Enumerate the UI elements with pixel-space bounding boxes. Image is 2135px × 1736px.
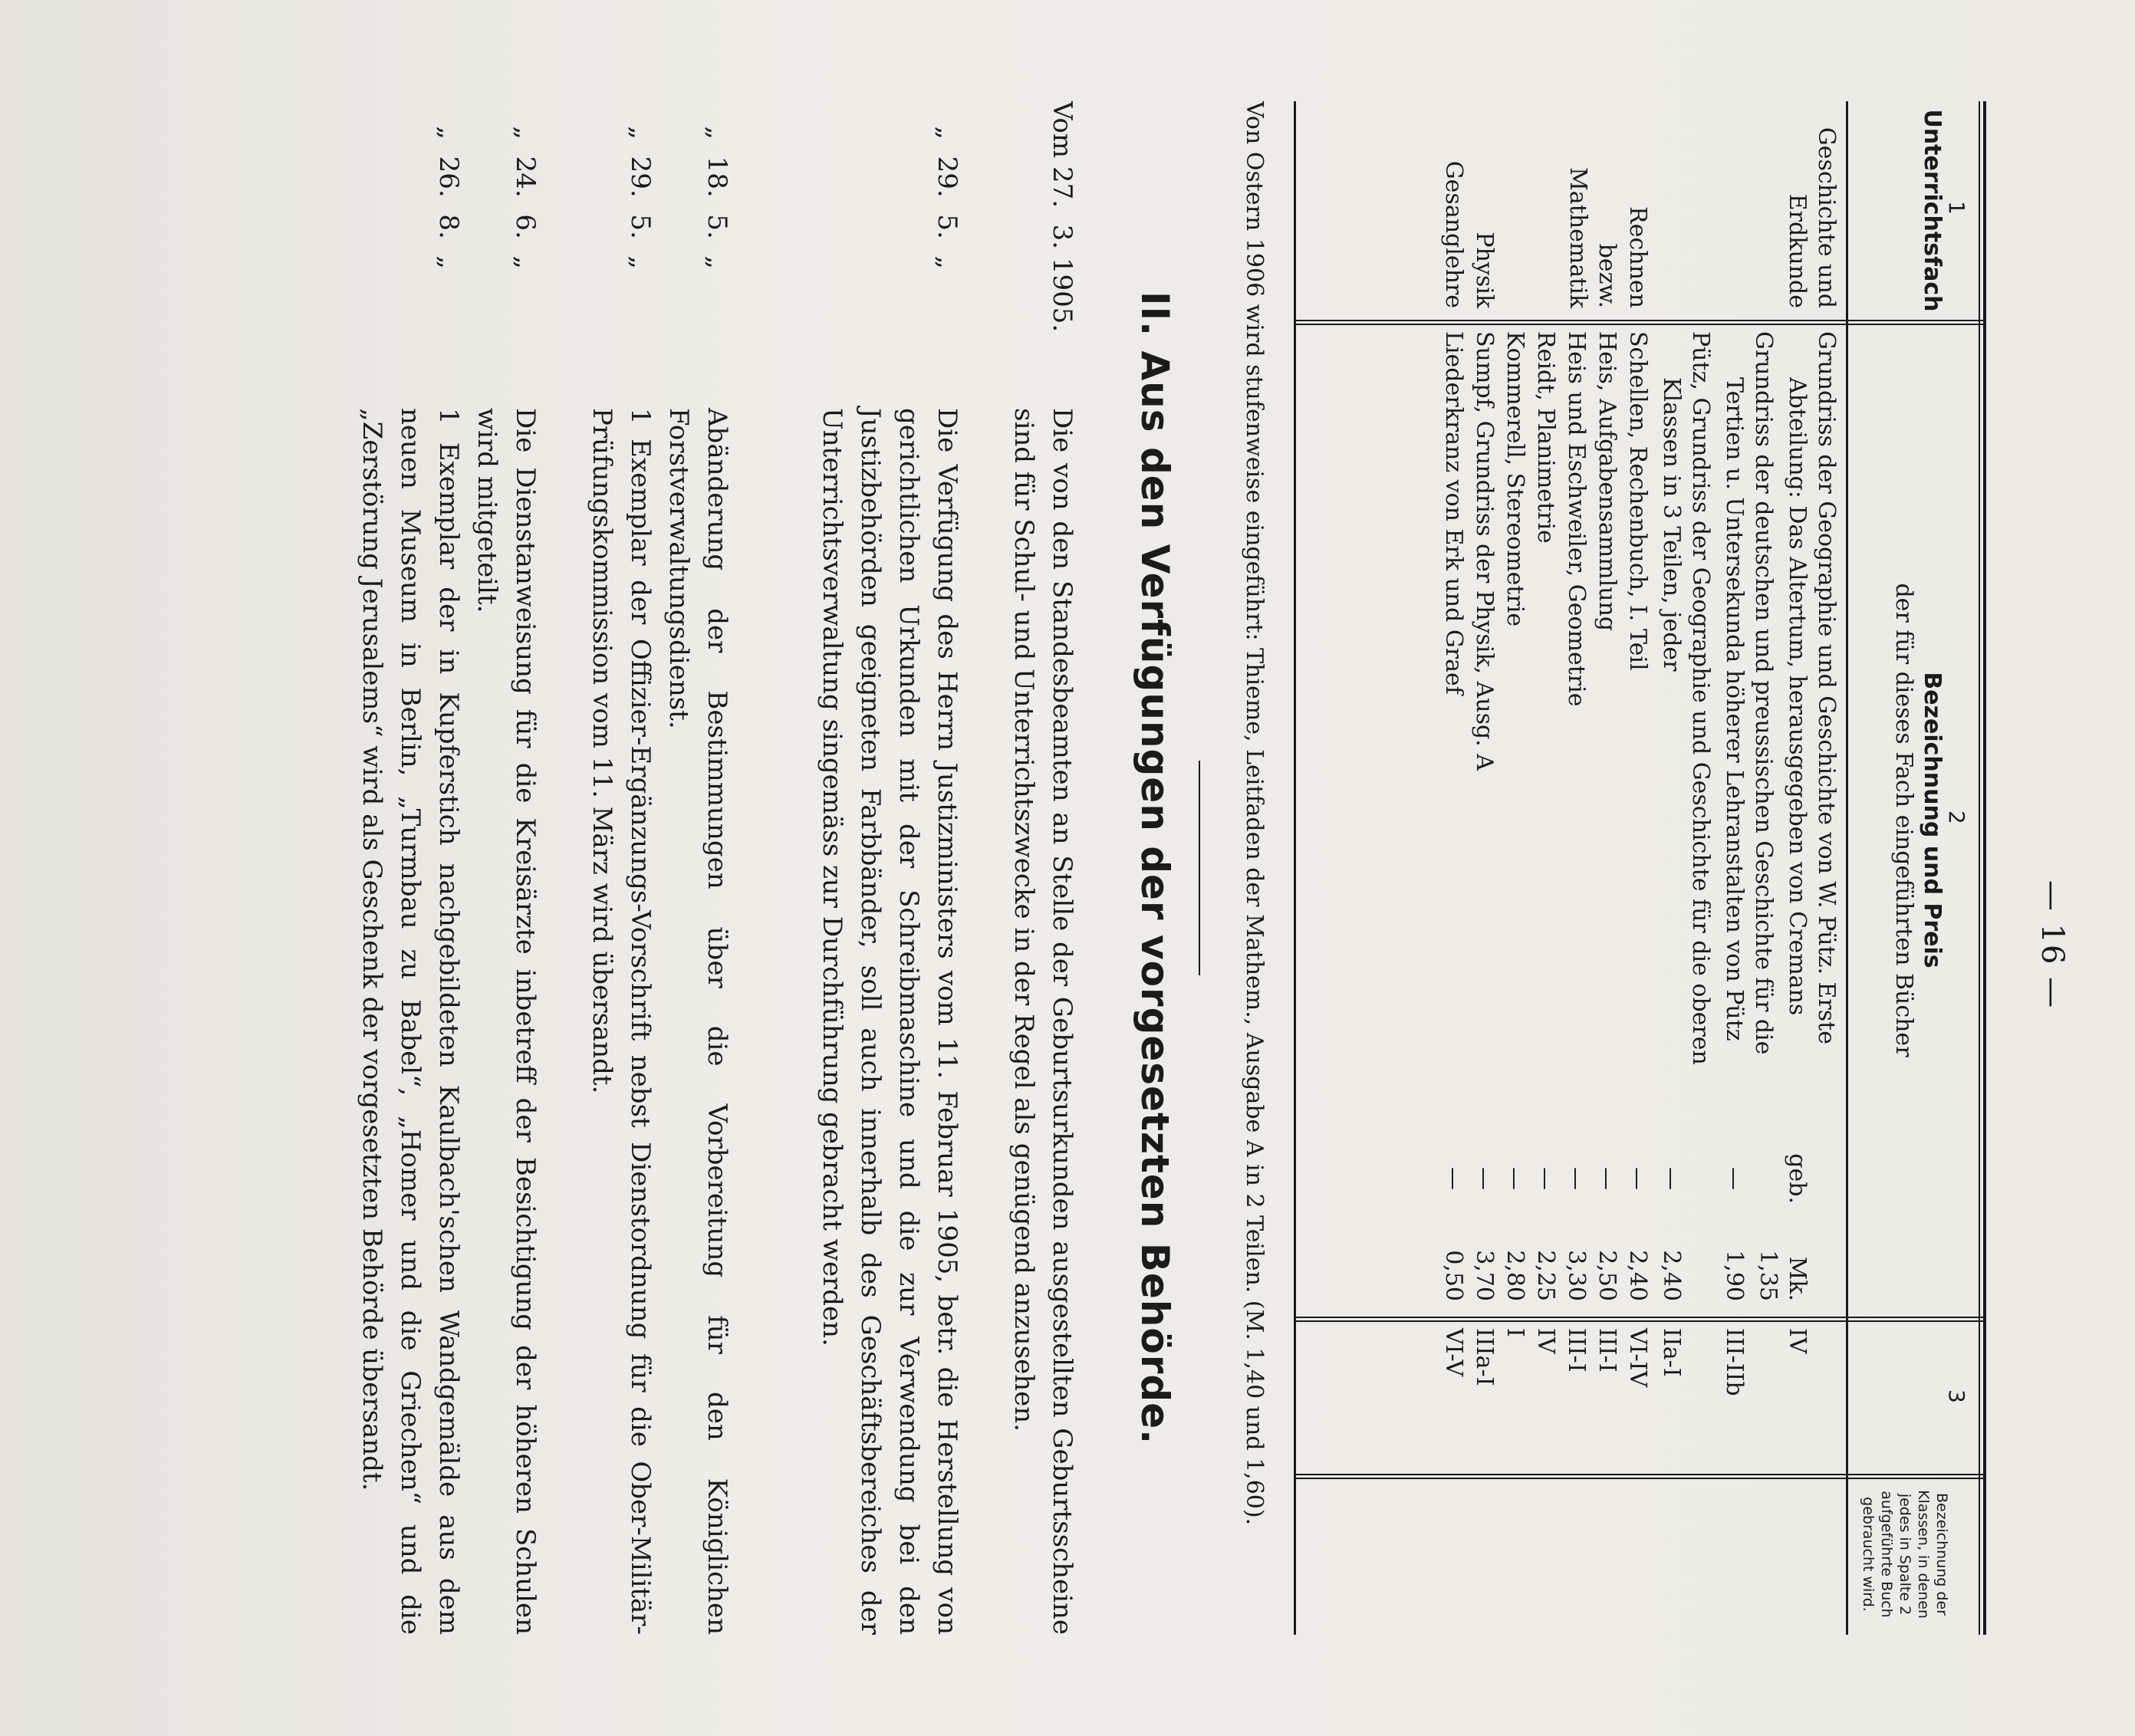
column-header-classes-line: jedes in Spalte 2 — [1896, 1493, 1913, 1616]
column-header-classes-line: Bezeichnung der — [1933, 1493, 1950, 1616]
entry-text: 1 Exemplar der Offizier-Ergänzungs-Vorschrift nebst Dienstordnung für die Ober-Militär-Prüfungskommission vom 11. März wird übersandt. — [587, 408, 656, 1635]
subject-line: Geschichte und — [1813, 127, 1840, 308]
dash: — — [1502, 1167, 1528, 1190]
column-header-classes — [1859, 1478, 1951, 1631]
book-cell: Liederkranz von Erk und Graef — [1440, 331, 1467, 695]
book-title-continued: Abteilung: Das Altertum, herausgegeben von Cremans — [1784, 377, 1811, 1016]
rotated-page-content — [77, 101, 2071, 1635]
col-divider-3 — [1294, 1474, 1986, 1475]
entry-text: Die Dienstanweisung für die Kreisärzte inbetreff der Besichtigung der höheren Schulen wird mitgeteilt. — [472, 408, 541, 1635]
book-cell: Kommerell, Stereometrie — [1502, 331, 1528, 627]
entry-date: „ 29. 5. „ — [625, 101, 656, 270]
subject-cell: Physik — [1471, 232, 1498, 308]
subject-cell: Rechnen — [1624, 206, 1651, 308]
dash: — — [1594, 1167, 1620, 1190]
classes-cell: VI-V — [1440, 1328, 1467, 1377]
book-cell: Reidt, Planimetrie — [1532, 331, 1559, 544]
column-number-2: 2 — [1944, 810, 1969, 824]
section-title: II. Aus den Verfügungen der vorgesetzten Behörde. — [1133, 291, 1177, 1445]
subject-line: Erdkunde — [1784, 193, 1811, 308]
price: 2,40 — [1658, 1250, 1685, 1301]
dash: — — [1532, 1167, 1559, 1190]
column-number-1: 1 — [1944, 201, 1969, 215]
column-header-classes-line: aufgeführte Buch — [1878, 1491, 1895, 1618]
subject-cell: bezw. Mathematik — [1564, 167, 1620, 308]
book-cell: Schellen, Rechenbuch, I. Teil — [1624, 331, 1651, 671]
table-bottom-rule — [1294, 101, 1296, 1635]
column-header-subject: Unterrichtsfach — [1919, 109, 1946, 312]
dash: — — [1721, 1167, 1748, 1190]
dash: — — [1658, 1167, 1685, 1190]
col-divider-1b — [1294, 324, 1986, 325]
classes-cell: IV — [1532, 1328, 1559, 1354]
subject-cell: Gesanglehre — [1440, 160, 1467, 308]
column-header-books-sub: der für dieses Fach eingeführten Bücher — [1890, 583, 1917, 1057]
dash: — — [1624, 1167, 1651, 1190]
dash: — — [1563, 1167, 1590, 1190]
price: 3,30 — [1563, 1250, 1590, 1301]
entry-text: 1 Exemplar der in Kupferstich nachgebildeten Kaulbach'schen Wandgemälde aus dem neuen Museum in Berlin, „Turmbau zu Babel“, „Homer und die Griechen“ und die „Zerstörung Jerusalems“ wird als Geschenk der vorgesetzten Behörde übersandt. — [357, 408, 464, 1635]
classes-cell: I — [1502, 1328, 1528, 1337]
classes-cell: IIa-I — [1658, 1328, 1685, 1377]
table-top-double-rule-2 — [1979, 101, 1980, 1635]
binding-note: geb. — [1784, 1153, 1811, 1204]
book-title-continued: Tertien u. Untersekunda höherer Lehranstalten von Pütz — [1721, 377, 1748, 1041]
separator-rule — [1199, 761, 1200, 975]
book-title: Grundriss der Geographie und Geschichte von W. Pütz. Erste — [1813, 331, 1840, 1044]
book-cell: Heis, Aufgabensammlung — [1594, 331, 1620, 632]
table-top-double-rule — [1983, 101, 1986, 1635]
entry-text: Abänderung der Bestimmungen über die Vorbereitung für den Königlichen Forstverwaltungsdienst. — [663, 408, 732, 1635]
classes-cell: III-I — [1594, 1328, 1620, 1373]
column-number-3: 3 — [1944, 1389, 1969, 1403]
col-divider-2b — [1294, 1320, 1986, 1322]
entry-text: Die Verfügung des Herrn Justizministers vom 11. Februar 1905, betr. die Herstellung von gerichtlichen Urkunden mit der Schreibmaschine und die zur Verwendung bei den Justizbehörden geeigneten Farbbänder, soll auch innerhalb des Geschäftsbereiches der Unterrichtsverwaltung singemäss zur Durchführung gebracht werden. — [817, 408, 962, 1635]
currency: Mk. — [1784, 1256, 1811, 1301]
book-title: Pütz, Grundriss der Geographie und Geschichte für die oberen — [1687, 331, 1714, 1065]
entry-date: Vom 27. 3. 1905. — [1047, 101, 1077, 333]
table-header-rule — [1846, 101, 1848, 1635]
column-header-books: Bezeichnung und Preis — [1919, 672, 1946, 968]
book-title-continued: Klassen in 3 Teilen, jeder — [1658, 377, 1685, 672]
price: 0,50 — [1440, 1250, 1467, 1301]
price: 2,80 — [1502, 1250, 1528, 1301]
column-header-classes-line: gebraucht wird. — [1860, 1497, 1877, 1612]
price: 2,25 — [1532, 1250, 1559, 1301]
price: 2,50 — [1594, 1250, 1620, 1301]
page-number: — 16 — — [2035, 880, 2070, 1010]
classes-cell: III-IIb — [1721, 1328, 1748, 1396]
classes-cell: III-I — [1563, 1328, 1590, 1373]
book-cell: Sumpf, Grundriss der Physik, Ausg. A — [1471, 331, 1498, 771]
entry-date: „ 26. 8. „ — [433, 101, 464, 270]
col-divider-1 — [1294, 320, 1986, 321]
book-title: Grundriss der deutschen und preussischen Geschichte für die — [1750, 331, 1777, 1055]
price: 1,90 — [1721, 1250, 1748, 1301]
col-divider-2 — [1294, 1317, 1986, 1318]
entry-text: Die von den Standesbeamten an Stelle der Geburtsurkunden ausgestellten Geburtsscheine sind für Schul- und Unterrichtszwecke in der Regel als genügend anzusehen. — [1008, 408, 1077, 1635]
price: 2,40 — [1624, 1250, 1651, 1301]
book-cell: Heis und Eschweiler, Geometrie — [1563, 331, 1590, 707]
price: 3,70 — [1471, 1250, 1498, 1301]
classes-cell: IV — [1784, 1328, 1811, 1354]
price: 1,35 — [1755, 1250, 1781, 1301]
classes-cell: VI-IV — [1624, 1328, 1651, 1388]
dash: — — [1440, 1167, 1467, 1190]
subject-cell — [1782, 101, 1841, 308]
column-header-classes-line: Klassen, in denen — [1915, 1490, 1932, 1619]
dash: — — [1471, 1167, 1498, 1190]
entry-date: „ 18. 5. „ — [702, 101, 732, 270]
footnote: Von Ostern 1906 wird stufenweise eingeführt: Thieme, Leitfaden der Mathem., Ausgabe A in 2 Teilen. (M. 1,40 und 1,60). — [1241, 101, 1268, 1526]
entry-date: „ 24. 6. „ — [510, 101, 541, 270]
classes-cell: IIIa-I — [1471, 1328, 1498, 1386]
entry-date: „ 29. 5. „ — [932, 101, 962, 270]
